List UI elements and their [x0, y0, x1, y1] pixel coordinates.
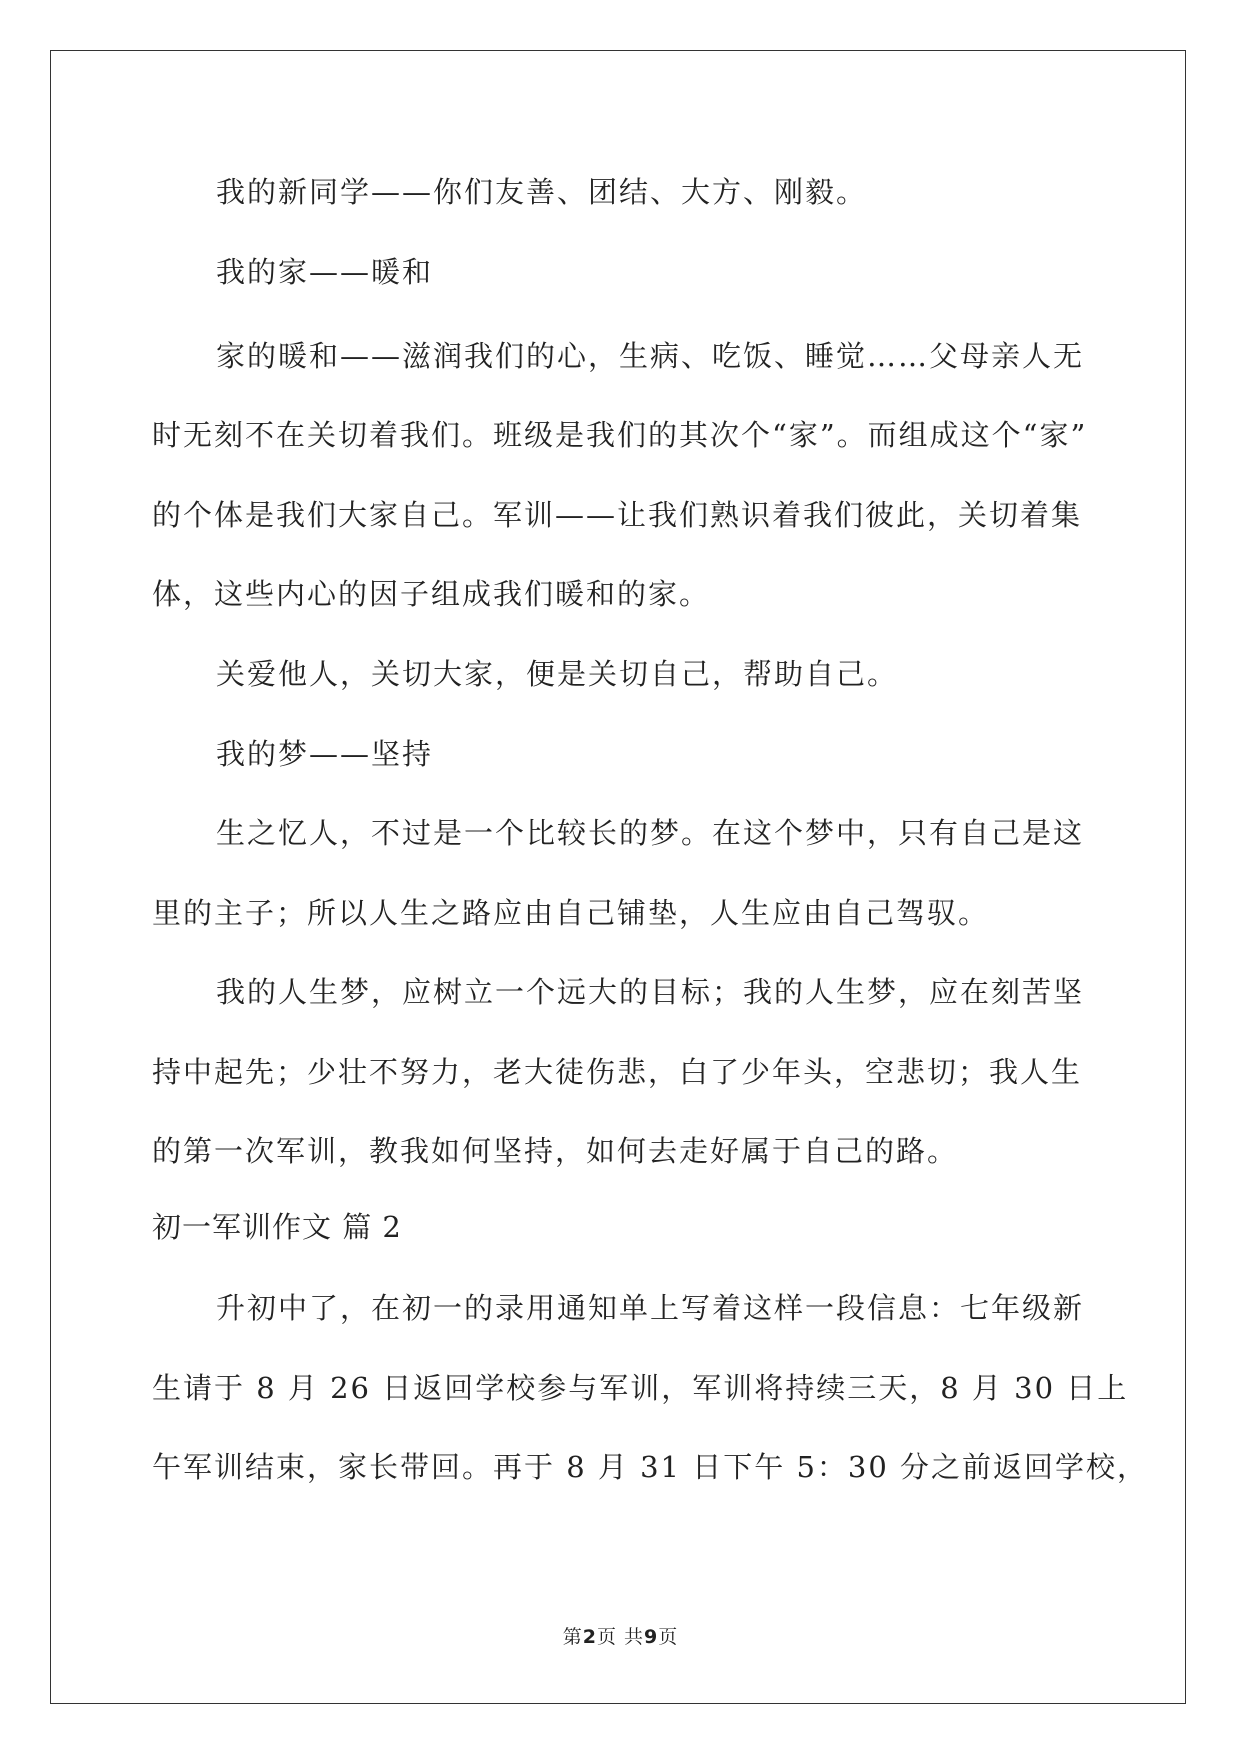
paragraph-line: 午军训结束，家长带回。再于 8 月 31 日下午 5：30 分之前返回学校，: [152, 1450, 1149, 1484]
footer-mid: 页 共: [596, 1626, 645, 1648]
paragraph-line: 体，这些内心的因子组成我们暖和的家。: [152, 577, 711, 611]
paragraph-line: 我的家——暖和: [216, 255, 434, 289]
paragraph-line: 的个体是我们大家自己。军训——让我们熟识着我们彼此，关切着集: [152, 498, 1083, 532]
paragraph-line: 我的人生梦，应树立一个远大的目标；我的人生梦，应在刻苦坚: [216, 975, 1085, 1009]
paragraph-line: 的第一次军训，教我如何坚持，如何去走好属于自己的路。: [152, 1134, 959, 1168]
footer-page-number: 2: [582, 1626, 597, 1648]
paragraph-line: 生之忆人，不过是一个比较长的梦。在这个梦中，只有自己是这: [216, 816, 1085, 850]
paragraph-line: 我的梦——坚持: [216, 737, 434, 771]
paragraph-line: 生请于 8 月 26 日返回学校参与军训，军训将持续三天，8 月 30 日上: [152, 1371, 1129, 1405]
footer-suffix: 页: [658, 1626, 679, 1648]
footer-prefix: 第: [562, 1626, 583, 1648]
paragraph-line: 里的主子；所以人生之路应由自己铺垫，人生应由自己驾驭。: [152, 896, 990, 930]
paragraph-line: 持中起先；少壮不努力，老大徒伤悲，白了少年头，空悲切；我人生: [152, 1055, 1083, 1089]
paragraph-line: 我的新同学——你们友善、团结、大方、刚毅。: [216, 175, 868, 209]
paragraph-line: 家的暖和——滋润我们的心，生病、吃饭、睡觉……父母亲人无: [216, 339, 1085, 373]
page-footer: [0, 1622, 1241, 1649]
paragraph-line: 关爱他人，关切大家，便是关切自己，帮助自己。: [216, 657, 899, 691]
paragraph-line: 时无刻不在关切着我们。班级是我们的其次个“家”。而组成这个“家”: [152, 418, 1088, 452]
footer-total-pages: 9: [644, 1626, 659, 1648]
paragraph-line: 升初中了，在初一的录用通知单上写着这样一段信息：七年级新: [216, 1291, 1085, 1325]
section-heading: 初一军训作文 篇 2: [152, 1210, 402, 1244]
